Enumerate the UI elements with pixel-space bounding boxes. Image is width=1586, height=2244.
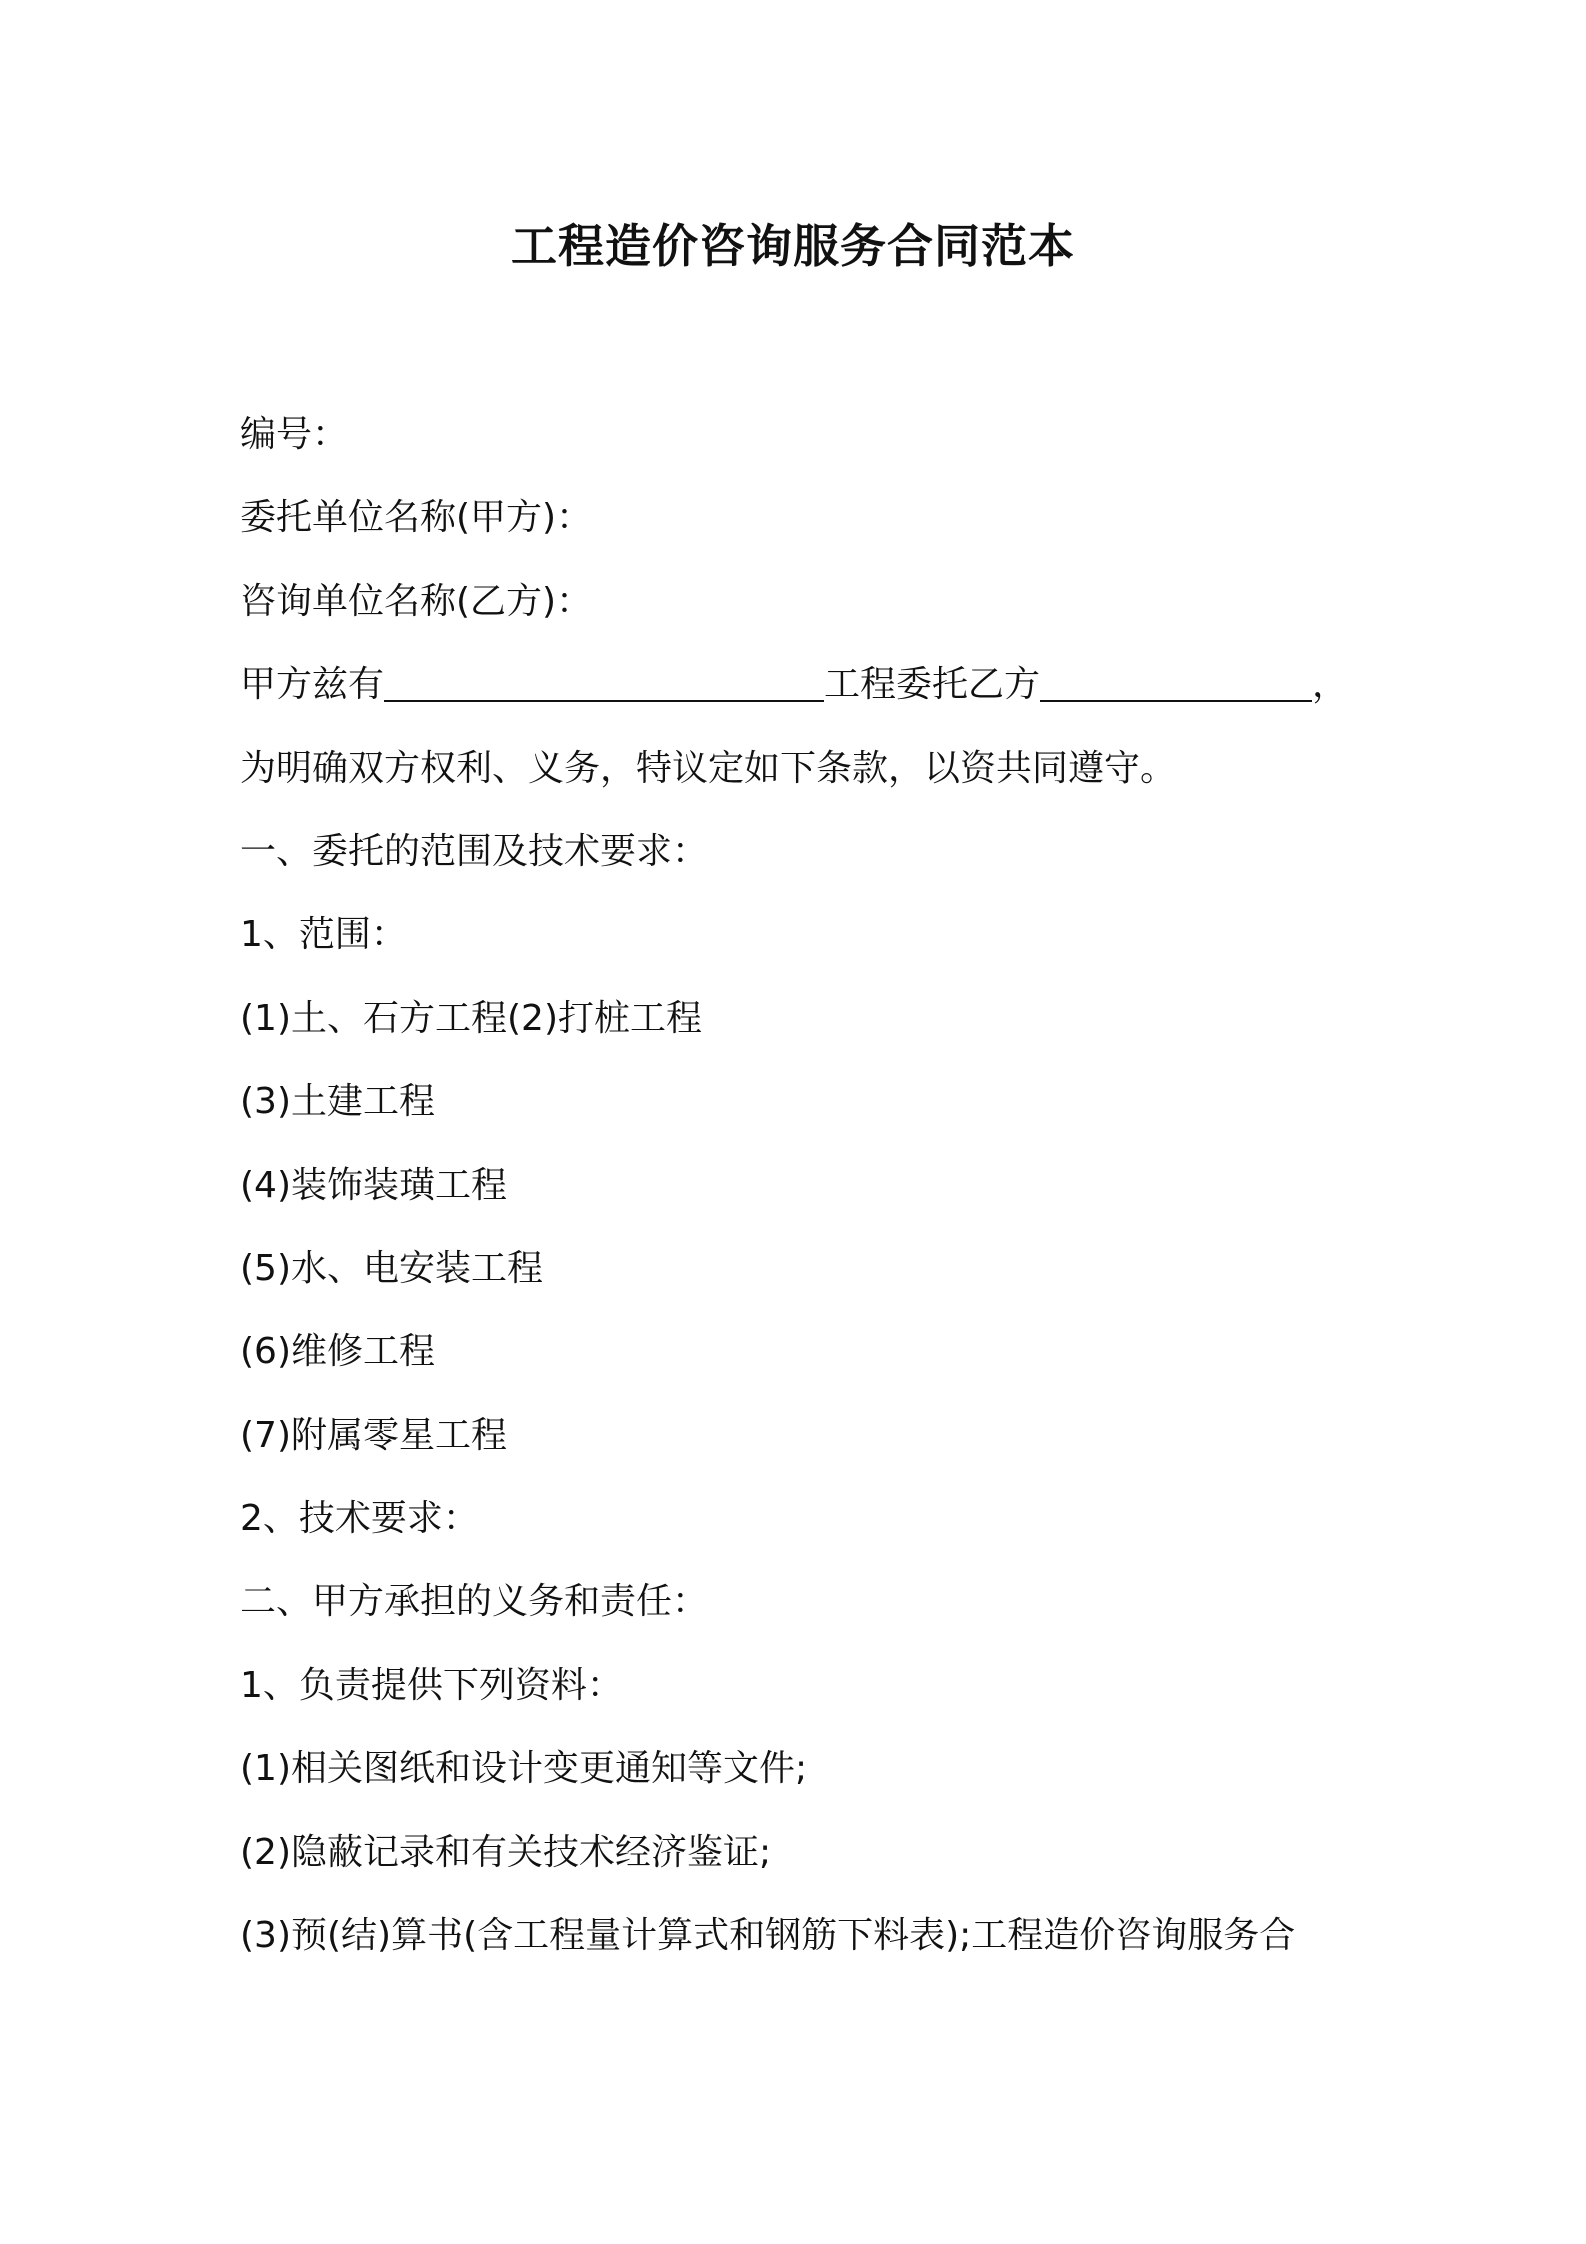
materials-heading: 1、负责提供下列资料： (240, 1664, 623, 1706)
scope-item: (3)土建工程 (240, 1081, 435, 1123)
intro-text-3: ， (1312, 664, 1349, 706)
intro-text-2: 工程委托乙方 (824, 664, 1041, 706)
scope-item: (6)维修工程 (240, 1331, 435, 1373)
party-a-label: 委托单位名称(甲方)： (240, 497, 593, 539)
contract-number-label: 编号： (240, 414, 349, 455)
section2-heading: 二、甲方承担的义务和责任： (240, 1581, 709, 1623)
intro-text-1: 甲方兹有 (240, 664, 385, 706)
intro-line (240, 655, 1370, 738)
section1-heading: 一、委托的范围及技术要求： (240, 830, 709, 872)
tech-requirements-heading: 2、技术要求： (240, 1498, 479, 1540)
party-b-label: 咨询单位名称(乙方)： (240, 580, 593, 622)
materials-item: (3)预(结)算书(含工程量计算式和钢筋下料表);工程造价咨询服务合 (240, 1915, 1296, 1957)
scope-item: (7)附属零星工程 (240, 1414, 507, 1456)
consulting-item-blank (1040, 660, 1312, 702)
scope-item: (4)装饰装璜工程 (240, 1164, 507, 1206)
scope-item: (1)土、石方工程(2)打桩工程 (240, 997, 702, 1039)
materials-item: (2)隐蔽记录和有关技术经济鉴证; (240, 1831, 772, 1873)
document-title: 工程造价咨询服务合同范本 (511, 219, 1075, 273)
project-name-blank (384, 660, 824, 702)
intro-line-2: 为明确双方权利、义务，特议定如下条款，以资共同遵守。 (240, 747, 1177, 789)
materials-item: (1)相关图纸和设计变更通知等文件; (240, 1748, 808, 1790)
document-body (240, 405, 1370, 1989)
scope-item: (5)水、电安装工程 (240, 1247, 543, 1289)
scope-heading: 1、范围： (240, 914, 407, 956)
